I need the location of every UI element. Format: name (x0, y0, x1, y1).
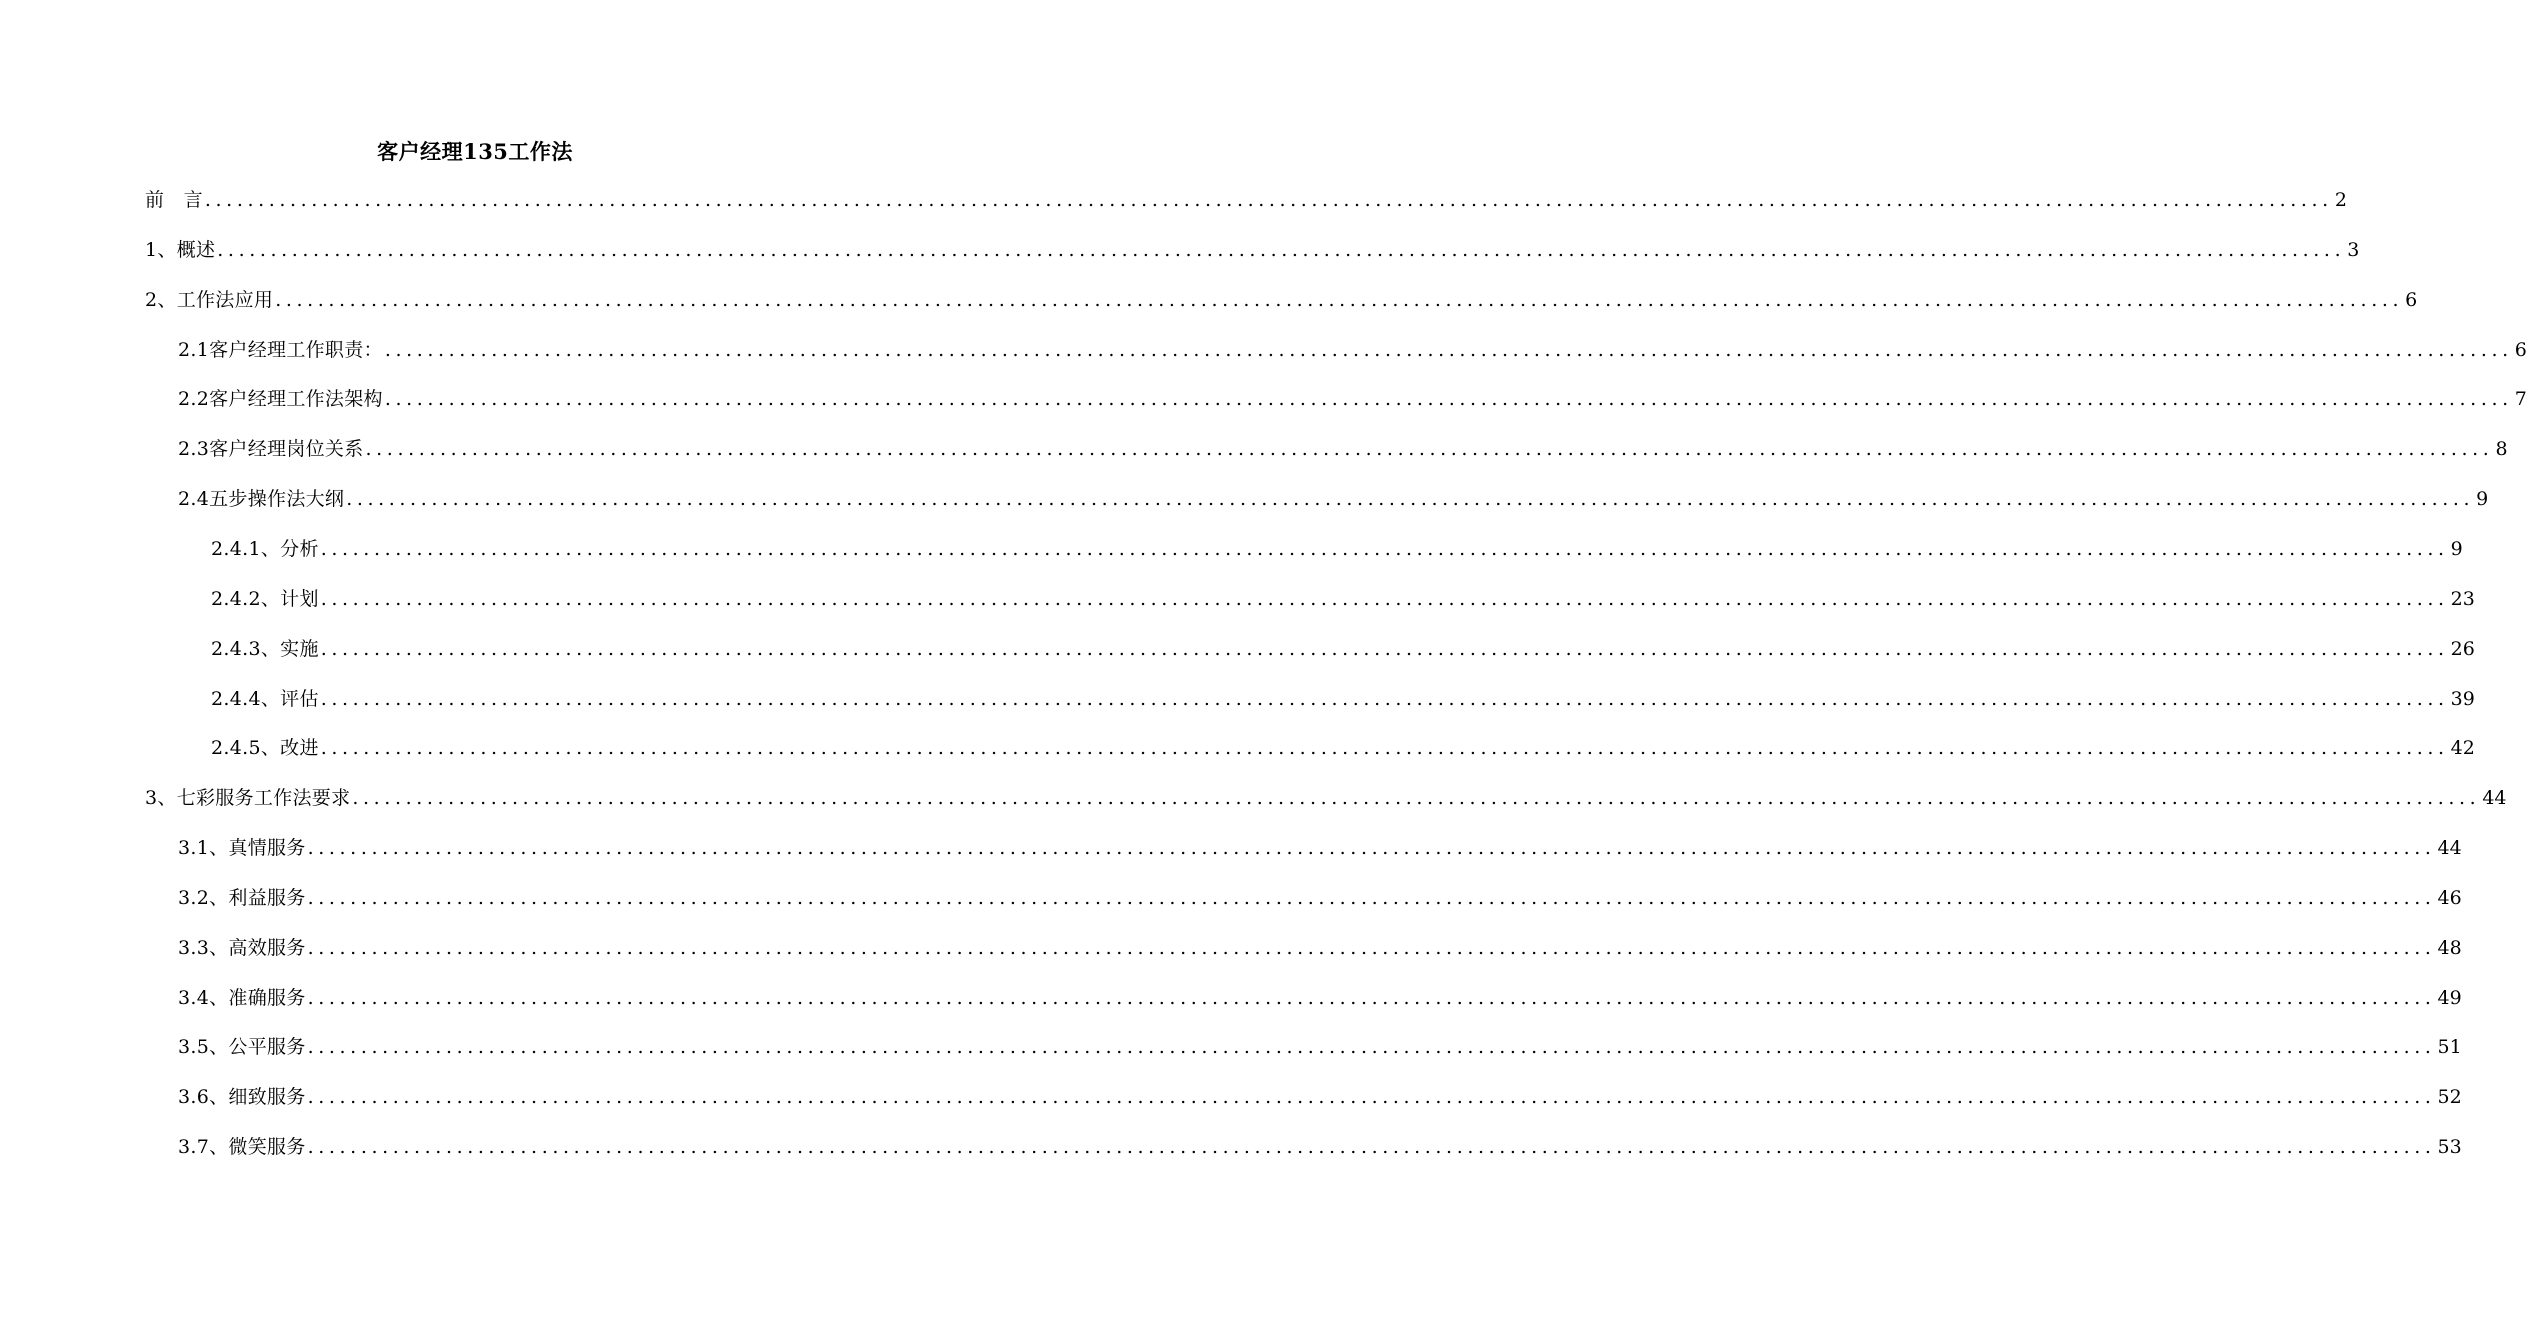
toc-entry[interactable] (178, 1031, 2462, 1063)
toc-entry[interactable] (211, 732, 2475, 764)
toc-entry-label: 3.3、高效服务 (178, 936, 306, 959)
toc-page-number: 23 (2450, 587, 2475, 610)
toc-entry[interactable] (178, 882, 2462, 914)
document-title: 客户经理135工作法 (377, 139, 573, 164)
toc-entry[interactable] (178, 1131, 2462, 1163)
toc-entry[interactable] (178, 433, 2508, 465)
toc-entry[interactable] (211, 583, 2475, 615)
toc-dot-leader: ........................................................................................................................................................................................................ (307, 837, 2436, 860)
toc-page-number: 46 (2437, 886, 2462, 909)
toc-dot-leader: ........................................................................................................................................................................................................ (307, 936, 2436, 959)
toc-page-number: 7 (2514, 388, 2527, 411)
toc-dot-leader: ........................................................................................................................................................................................................ (307, 1036, 2436, 1059)
toc-dot-leader: ........................................................................................................................................................................................................ (384, 388, 2513, 411)
toc-page-number: 9 (2476, 488, 2489, 511)
toc-dot-leader: ........................................................................................................................................................................................................ (365, 438, 2494, 461)
toc-page-number: 49 (2437, 986, 2462, 1009)
toc-entry[interactable] (178, 932, 2462, 964)
toc-entry[interactable] (145, 284, 2418, 316)
toc-page-number: 44 (2482, 787, 2507, 810)
toc-entry-label: 3.1、真情服务 (178, 837, 306, 860)
toc-page-number: 6 (2514, 338, 2527, 361)
toc-page-number: 51 (2437, 1036, 2462, 1059)
toc-entry-label: 2.4.3、实施 (211, 637, 319, 660)
toc-entry[interactable] (178, 383, 2527, 415)
toc-dot-leader: ........................................................................................................................................................................................................ (384, 338, 2513, 361)
toc-dot-leader: ........................................................................................................................................................................................................ (204, 189, 2333, 211)
toc-dot-leader: ........................................................................................................................................................................................................ (307, 886, 2436, 909)
toc-dot-leader: ........................................................................................................................................................................................................ (217, 238, 2346, 261)
toc-entry-label: 2.4五步操作法大纲 (178, 488, 345, 511)
toc-entry-label: 3、七彩服务工作法要求 (145, 787, 351, 810)
toc-entry-label: 2.4.4、评估 (211, 687, 319, 710)
toc-entry[interactable] (145, 184, 2347, 216)
toc-page-number: 8 (2495, 438, 2508, 461)
toc-entry-label: 2.4.2、计划 (211, 587, 319, 610)
toc-entry[interactable] (211, 683, 2475, 715)
toc-entry[interactable] (145, 782, 2507, 814)
toc-entry[interactable] (178, 832, 2462, 864)
toc-entry[interactable] (145, 234, 2360, 266)
toc-entry-label: 3.4、准确服务 (178, 986, 306, 1009)
toc-page-number: 44 (2437, 837, 2462, 860)
toc-dot-leader: ........................................................................................................................................................................................................ (320, 737, 2449, 760)
toc-entry-label: 2、工作法应用 (145, 288, 274, 311)
toc-dot-leader: ........................................................................................................................................................................................................ (320, 637, 2449, 660)
toc-entry-label: 2.3客户经理岗位关系 (178, 438, 364, 461)
toc-page-number: 6 (2405, 288, 2418, 311)
toc-entry[interactable] (178, 982, 2462, 1014)
toc-page-number: 48 (2437, 936, 2462, 959)
toc-dot-leader: ........................................................................................................................................................................................................ (346, 488, 2475, 511)
toc-page-number: 53 (2437, 1136, 2462, 1159)
toc-page-number: 3 (2347, 238, 2360, 261)
toc-entry[interactable] (211, 533, 2463, 565)
toc-dot-leader: ........................................................................................................................................................................................................ (275, 288, 2404, 311)
toc-page-number: 52 (2437, 1086, 2462, 1109)
toc-entry-label: 1、概述 (145, 238, 216, 261)
toc-entry-label: 3.6、细致服务 (178, 1086, 306, 1109)
toc-entry-label: 2.1客户经理工作职责： (178, 338, 383, 361)
toc-entry[interactable] (178, 334, 2527, 366)
toc-dot-leader: ........................................................................................................................................................................................................ (352, 787, 2481, 810)
toc-entry-label: 前 言 (145, 189, 203, 211)
toc-entry-label: 2.2客户经理工作法架构 (178, 388, 383, 411)
toc-dot-leader: ........................................................................................................................................................................................................ (307, 1136, 2436, 1159)
toc-entry[interactable] (178, 483, 2489, 515)
toc-dot-leader: ........................................................................................................................................................................................................ (307, 1086, 2436, 1109)
toc-dot-leader: ........................................................................................................................................................................................................ (320, 537, 2449, 560)
toc-dot-leader: ........................................................................................................................................................................................................ (320, 587, 2449, 610)
toc-dot-leader: ........................................................................................................................................................................................................ (320, 687, 2449, 710)
toc-page-number: 39 (2450, 687, 2475, 710)
toc-entry[interactable] (178, 1081, 2462, 1113)
toc-entry-label: 3.2、利益服务 (178, 886, 306, 909)
toc-entry-label: 2.4.1、分析 (211, 537, 319, 560)
toc-page-number: 42 (2450, 737, 2475, 760)
toc-page-number: 9 (2450, 537, 2463, 560)
toc-entry[interactable] (211, 633, 2475, 665)
toc-page-number: 26 (2450, 637, 2475, 660)
toc-entry-label: 2.4.5、改进 (211, 737, 319, 760)
toc-page-number: 2 (2334, 189, 2347, 211)
toc-entry-label: 3.5、公平服务 (178, 1036, 306, 1059)
toc-dot-leader: ........................................................................................................................................................................................................ (307, 986, 2436, 1009)
toc-entry-label: 3.7、微笑服务 (178, 1136, 306, 1159)
